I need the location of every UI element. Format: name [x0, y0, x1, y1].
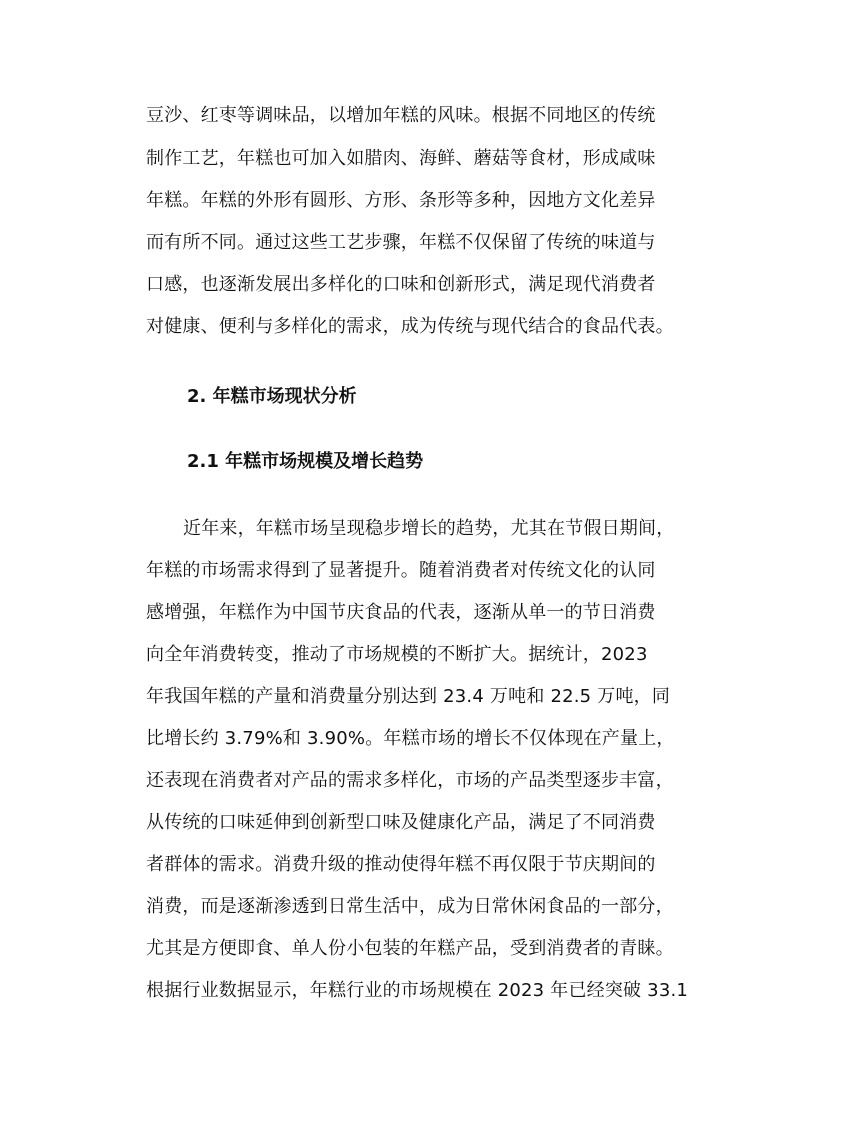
paragraph-2-line-11: 尤其是方便即食、单人份小包装的年糕产品，受到消费者的青睐。 [146, 938, 674, 959]
paragraph-2-line-10: 消费，而是逐渐渗透到日常生活中，成为日常休闲食品的一部分， [146, 896, 674, 917]
paragraph-1-line-3: 年糕。年糕的外形有圆形、方形、条形等多种，因地方文化差异 [146, 190, 656, 211]
paragraph-2-line-2: 年糕的市场需求得到了显著提升。随着消费者对传统文化的认同 [146, 560, 656, 581]
paragraph-2-line-6: 比增长约 3.79%和 3.90%。年糕市场的增长不仅体现在产量上， [146, 728, 675, 749]
paragraph-2-line-9: 者群体的需求。消费升级的推动使得年糕不再仅限于节庆期间的 [146, 854, 656, 875]
section-heading: 2. 年糕市场现状分析 [187, 386, 357, 407]
paragraph-1-line-5: 口感，也逐渐发展出多样化的口味和创新形式，满足现代消费者 [146, 274, 656, 295]
paragraph-2-line-12: 根据行业数据显示，年糕行业的市场规模在 2023 年已经突破 33.1 [146, 980, 689, 1001]
paragraph-2-line-3: 感增强，年糕作为中国节庆食品的代表，逐渐从单一的节日消费 [146, 602, 656, 623]
paragraph-1-line-1: 豆沙、红枣等调味品，以增加年糕的风味。根据不同地区的传统 [146, 105, 656, 126]
paragraph-2-line-5: 年我国年糕的产量和消费量分别达到 23.4 万吨和 22.5 万吨，同 [146, 686, 671, 707]
paragraph-1-line-2: 制作工艺，年糕也可加入如腊肉、海鲜、蘑菇等食材，形成咸味 [146, 148, 656, 169]
subsection-heading: 2.1 年糕市场规模及增长趋势 [187, 451, 424, 472]
paragraph-2-line-7: 还表现在消费者对产品的需求多样化，市场的产品类型逐步丰富， [146, 770, 674, 791]
paragraph-1-line-4: 而有所不同。通过这些工艺步骤，年糕不仅保留了传统的味道与 [146, 232, 656, 253]
paragraph-2-line-4: 向全年消费转变，推动了市场规模的不断扩大。据统计，2023 [146, 644, 648, 665]
paragraph-2-line-8: 从传统的口味延伸到创新型口味及健康化产品，满足了不同消费 [146, 812, 656, 833]
paragraph-2-line-1: 近年来，年糕市场呈现稳步增长的趋势，尤其在节假日期间， [183, 518, 675, 539]
paragraph-1-line-6: 对健康、便利与多样化的需求，成为传统与现代结合的食品代表。 [146, 316, 674, 337]
